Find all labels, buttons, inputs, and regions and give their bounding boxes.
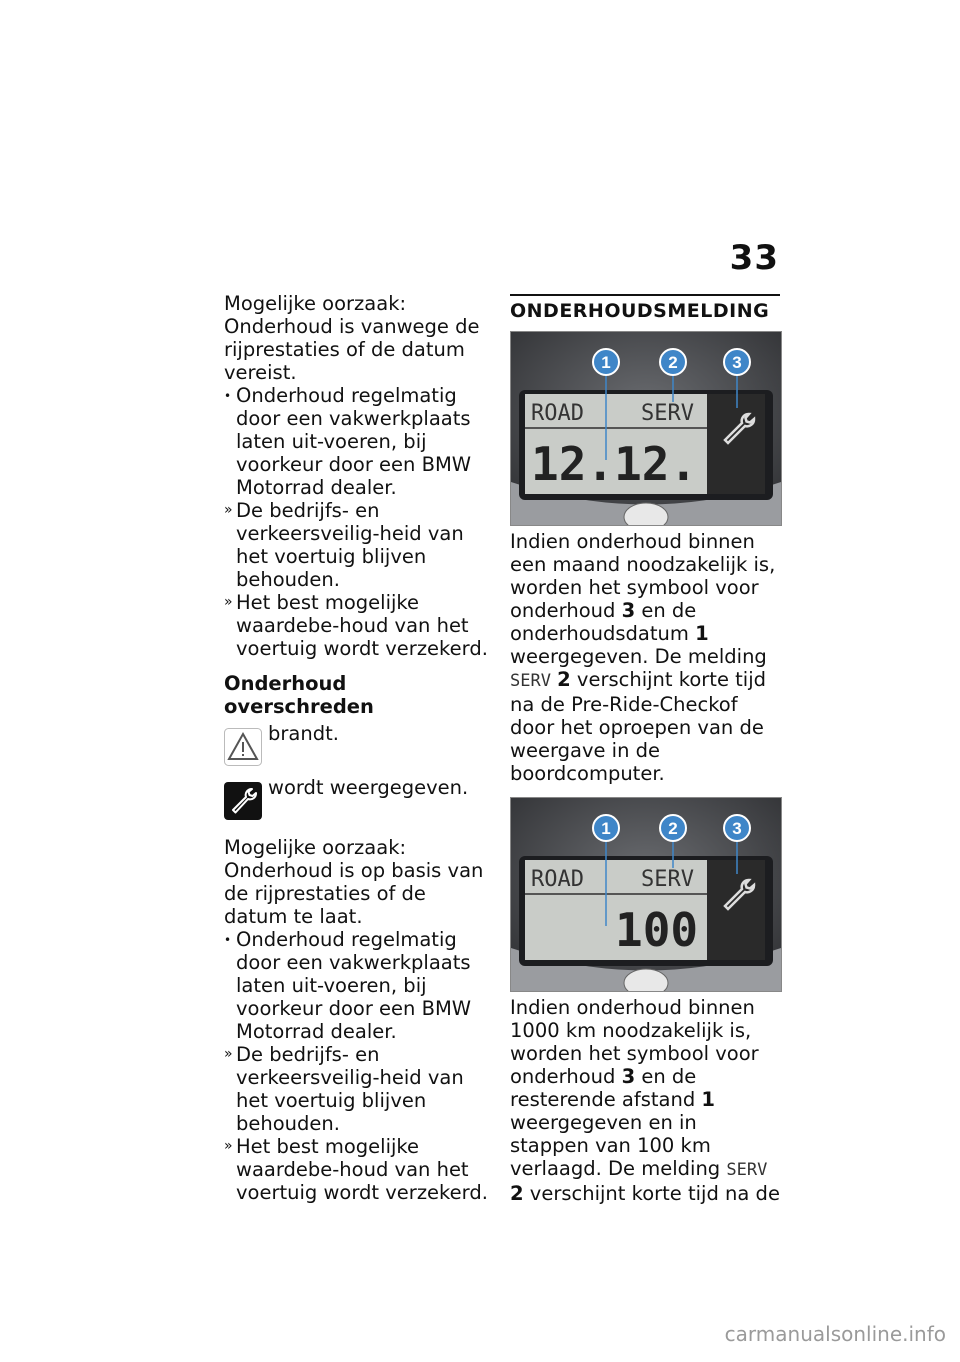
watermark-link[interactable]: carmanualsonline.info — [724, 1322, 946, 1346]
wrench-text: wordt weergegeven. — [268, 776, 469, 799]
callout-label: 3 — [732, 819, 742, 838]
paragraph: Indien onderhoud binnen 1000 km noodzakelijk is, worden het symbool voor onderhoud 3 en de resterende afstand 1 weergegeven en in stappen van 100 km verlaagd. De melding SERV 2 verschijnt korte tijd na de — [510, 996, 780, 1205]
lcd-value: 12.12. — [531, 437, 698, 491]
section-title: ONDERHOUDSMELDING — [510, 300, 770, 322]
lcd-serv: SERV — [641, 401, 694, 426]
instrument-display-illustration — [511, 798, 781, 991]
list-item: » De bedrijfs- en verkeersveilig-heid van het voertuig blijven behouden. — [224, 499, 464, 591]
list-item: » Het best mogelijke waardebe-houd van het voertuig wordt verzekerd. — [224, 1135, 488, 1204]
lcd-serv: SERV — [641, 867, 694, 892]
step-list — [224, 384, 492, 660]
cause-text: Onderhoud is vanwege de rijprestaties of de datum vereist. — [224, 315, 480, 384]
warning-text: brandt. — [268, 722, 339, 745]
paragraph: Indien onderhoud binnen een maand noodzakelijk is, worden het symbool voor onderhoud 3 en de onderhoudsdatum 1 weergegeven. De melding SERV 2 verschijnt korte tijd na de Pre-Ride-Checkof door het oproepen van de weergave in de boordcomputer. — [510, 530, 776, 785]
page-number: 33 — [729, 238, 779, 278]
list-item: » De bedrijfs- en verkeersveilig-heid van het voertuig blijven behouden. — [224, 1043, 464, 1135]
warning-row — [224, 722, 492, 772]
callout-label: 3 — [732, 353, 742, 372]
list-item: • Onderhoud regelmatig door een vakwerkplaats laten uit-voeren, bij voorkeur door een BMW Motorrad dealer. — [224, 928, 472, 1043]
wrench-row — [224, 776, 492, 826]
cause-text: Onderhoud is op basis van de rijprestaties of de datum te laat. — [224, 859, 484, 928]
display-photo — [510, 797, 782, 992]
service-symbol-field — [707, 394, 765, 494]
instrument-display-illustration — [511, 332, 781, 525]
cause-label: Mogelijke oorzaak: — [224, 292, 407, 315]
section-rule — [510, 294, 780, 296]
callout-label: 1 — [601, 353, 611, 372]
step-list — [224, 928, 492, 1204]
right-column — [510, 294, 780, 1205]
left-column — [224, 292, 492, 1204]
warning-triangle-icon — [224, 728, 262, 766]
display-photo — [510, 331, 782, 526]
list-item: • Onderhoud regelmatig door een vakwerkplaats laten uit-voeren, bij voorkeur door een BMW Motorrad dealer. — [224, 384, 472, 499]
callout-label: 1 — [601, 819, 611, 838]
lcd-value: 100 — [615, 903, 699, 957]
wrench-icon — [224, 782, 262, 820]
list-item: » Het best mogelijke waardebe-houd van het voertuig wordt verzekerd. — [224, 591, 488, 660]
section-heading: Onderhoud overschreden — [224, 672, 374, 718]
cause-label: Mogelijke oorzaak: — [224, 836, 407, 859]
lcd-mode: ROAD — [531, 401, 584, 426]
callout-label: 2 — [668, 819, 678, 838]
service-symbol-field — [707, 860, 765, 960]
lcd-mode: ROAD — [531, 867, 584, 892]
callout-label: 2 — [668, 353, 678, 372]
